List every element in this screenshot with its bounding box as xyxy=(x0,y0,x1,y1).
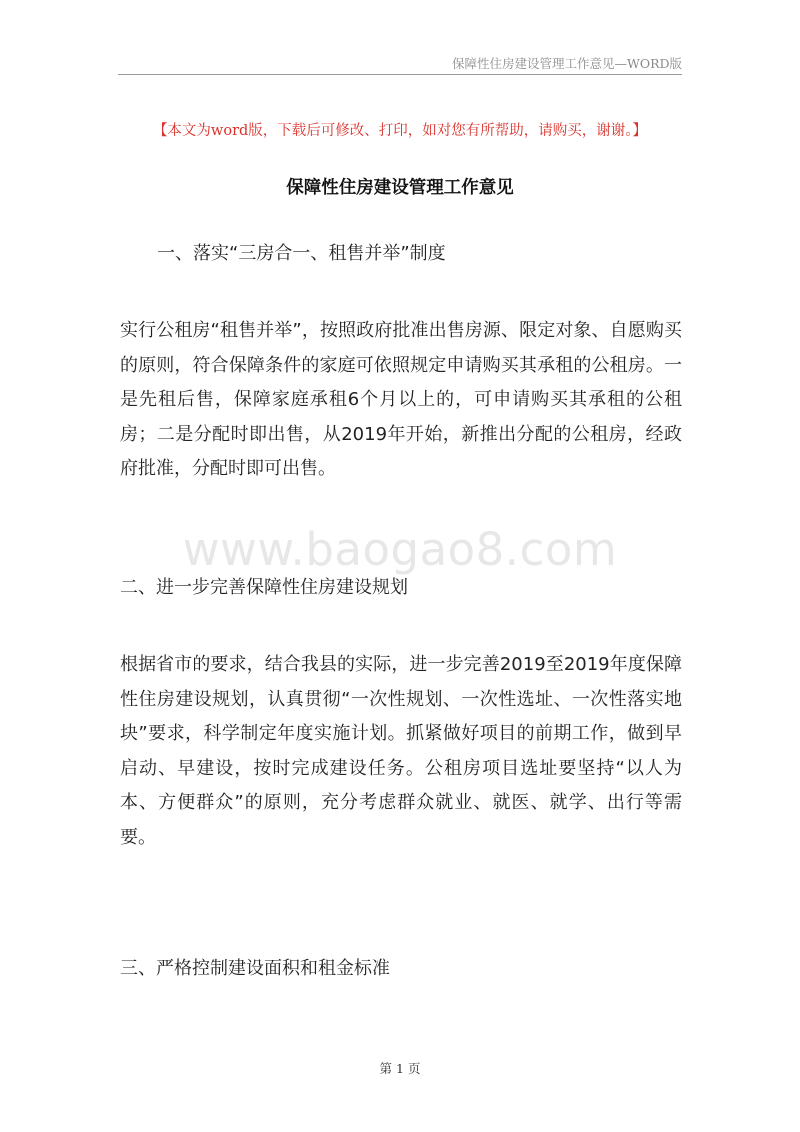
watermark: www.baogao8.com xyxy=(182,523,618,576)
page-number: 第 1 页 xyxy=(379,1061,421,1076)
section-2-heading: 二、进一步完善保障性住房建设规划 xyxy=(120,577,408,598)
document-title: 保障性住房建设管理工作意见 xyxy=(286,178,514,198)
running-header: 保障性住房建设管理工作意见—WORD版 xyxy=(451,56,682,71)
download-notice: 【本文为word版，下载后可修改、打印，如对您有所帮助，请购买，谢谢。】 xyxy=(152,123,648,139)
section-1-heading: 一、落实“三房合一、租售并举”制度 xyxy=(157,243,446,264)
section-3-heading: 三、严格控制建设面积和租金标准 xyxy=(120,958,390,979)
section-1-body: 实行公租房“租售并举”，按照政府批准出售房源、限定对象、自愿购买的原则，符合保障条件的家庭可依照规定申请购买其承租的公租房。一是先租后售，保障家庭承租6个月以上的，可申请购买其承租的公租房；二是分配时即出售，从2019年开始，新推出分配的公租房，经政府批准，分配时即可出售。 xyxy=(120,320,682,479)
section-2-body: 根据省市的要求，结合我县的实际，进一步完善2019至2019年度保障性住房建设规划，认真贯彻“一次性规划、一次性选址、一次性落实地块”要求，科学制定年度实施计划。抓紧做好项目的前期工作，做到早启动、早建设，按时完成建设任务。公租房项目选址要坚持“以人为本、方便群众”的原则，充分考虑群众就业、就医、就学、出行等需要。 xyxy=(120,654,682,848)
header-rule xyxy=(118,74,682,75)
